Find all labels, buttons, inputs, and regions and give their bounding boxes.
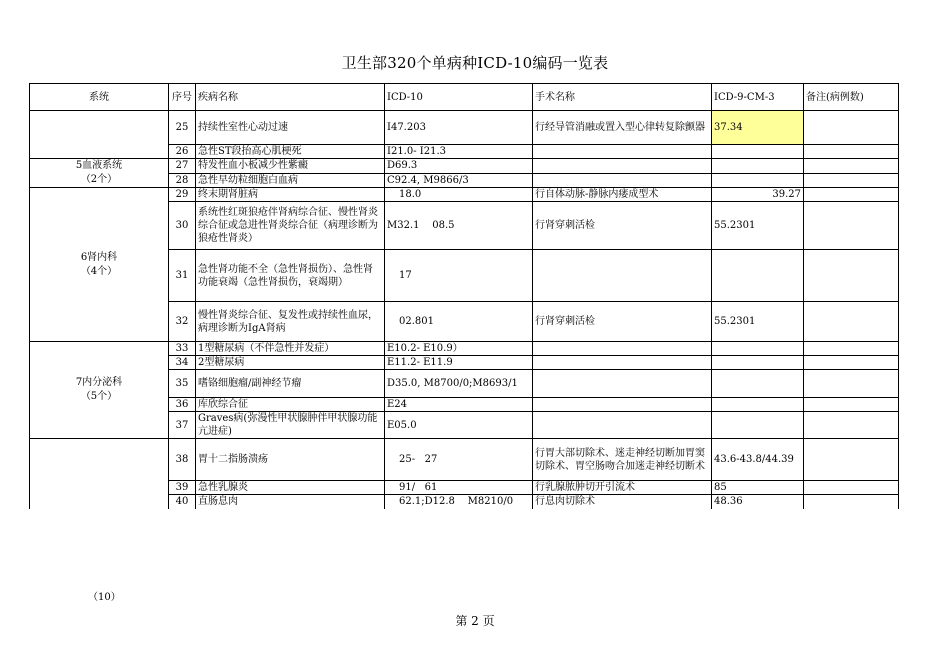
icd10-cell: 17 bbox=[385, 250, 533, 302]
note-cell bbox=[804, 159, 899, 174]
icd9-cell bbox=[712, 145, 804, 159]
surgery-cell bbox=[533, 145, 712, 159]
disease-cell: 终末期肾脏病 bbox=[196, 188, 385, 202]
seq-cell: 28 bbox=[169, 173, 196, 188]
note-cell bbox=[804, 188, 899, 202]
surgery-cell bbox=[533, 370, 712, 398]
icd10-cell: 18.0 bbox=[385, 188, 533, 202]
note-cell bbox=[804, 481, 899, 495]
icd9-cell bbox=[712, 173, 804, 188]
note-cell bbox=[804, 495, 899, 509]
disease-cell: 持续性室性心动过速 bbox=[196, 111, 385, 145]
system-endocrine: 7内分泌科 （5个） bbox=[30, 342, 169, 439]
seq-cell: 30 bbox=[169, 202, 196, 250]
seq-cell: 33 bbox=[169, 342, 196, 356]
header-disease: 疾病名称 bbox=[196, 84, 385, 111]
system-cell-empty bbox=[30, 439, 169, 509]
note-cell bbox=[804, 356, 899, 370]
disease-cell: 嗜铬细胞瘤/副神经节瘤 bbox=[196, 370, 385, 398]
surgery-cell: 行乳腺脓肿切开引流术 bbox=[533, 481, 712, 495]
table-row bbox=[30, 439, 899, 481]
note-cell bbox=[804, 342, 899, 356]
seq-cell: 38 bbox=[169, 439, 196, 481]
note-cell bbox=[804, 398, 899, 412]
icd10-cell: I21.0- I21.3 bbox=[385, 145, 533, 159]
note-cell bbox=[804, 111, 899, 145]
icd9-cell bbox=[712, 398, 804, 412]
header-icd10: ICD-10 bbox=[385, 84, 533, 111]
surgery-cell: 行息肉切除术 bbox=[533, 495, 712, 509]
icd-table bbox=[29, 83, 899, 509]
surgery-cell: 行自体动脉-静脉内瘘成型术 bbox=[533, 188, 712, 202]
icd10-cell: 02.801 bbox=[385, 302, 533, 342]
icd9-cell: 85 bbox=[712, 481, 804, 495]
page-number: 第 2 页 bbox=[455, 614, 495, 628]
icd9-cell bbox=[712, 356, 804, 370]
seq-cell: 26 bbox=[169, 145, 196, 159]
disease-cell: Graves病(弥漫性甲状腺肿伴甲状腺功能亢进症) bbox=[196, 412, 385, 439]
disease-cell: 2型糖尿病 bbox=[196, 356, 385, 370]
surgery-cell: 行肾穿刺活检 bbox=[533, 302, 712, 342]
disease-cell: 急性ST段抬高心肌梗死 bbox=[196, 145, 385, 159]
table-row bbox=[30, 342, 899, 356]
icd10-cell: D35.0, M8700/0;M8693/1 bbox=[385, 370, 533, 398]
page-title: 卫生部320个单病种ICD-10编码一览表 bbox=[341, 54, 609, 72]
disease-cell: 慢性肾炎综合征、复发性或持续性血尿，病理诊断为IgA肾病 bbox=[196, 302, 385, 342]
header-surgery: 手术名称 bbox=[533, 84, 712, 111]
header-system: 系统 bbox=[30, 84, 169, 111]
icd9-cell bbox=[712, 250, 804, 302]
system-cell-empty bbox=[30, 111, 169, 159]
header-seq: 序号 bbox=[169, 84, 196, 111]
icd9-cell: 55.2301 bbox=[712, 202, 804, 250]
icd9-cell bbox=[712, 159, 804, 174]
disease-cell: 胃十二指肠溃疡 bbox=[196, 439, 385, 481]
seq-cell: 39 bbox=[169, 481, 196, 495]
system-blood: 5血液系统 （2个） bbox=[30, 159, 169, 188]
icd10-cell: 91/ 61 bbox=[385, 481, 533, 495]
surgery-cell bbox=[533, 342, 712, 356]
icd9-cell bbox=[712, 342, 804, 356]
surgery-cell: 行胃大部切除术、迷走神经切断加胃窦切除术、胃空肠吻合加迷走神经切断术 bbox=[533, 439, 712, 481]
icd10-cell: E11.2- E11.9 bbox=[385, 356, 533, 370]
system-kidney: 6肾内科 （4个） bbox=[30, 188, 169, 342]
note-cell bbox=[804, 439, 899, 481]
note-cell bbox=[804, 250, 899, 302]
disease-cell: 系统性红斑狼疮伴肾病综合征、慢性肾炎综合征或急进性肾炎综合征（病理诊断为狼疮性肾炎） bbox=[196, 202, 385, 250]
icd10-cell: 62.1;D12.8 M8210/0 bbox=[385, 495, 533, 509]
icd9-cell: 39.27 bbox=[712, 188, 804, 202]
surgery-cell bbox=[533, 159, 712, 174]
note-cell bbox=[804, 302, 899, 342]
note-cell bbox=[804, 370, 899, 398]
surgery-cell bbox=[533, 173, 712, 188]
icd10-cell: I47.203 bbox=[385, 111, 533, 145]
icd9-cell: 48.36 bbox=[712, 495, 804, 509]
seq-cell: 27 bbox=[169, 159, 196, 174]
disease-cell: 直肠息肉 bbox=[196, 495, 385, 509]
disease-cell: 急性乳腺炎 bbox=[196, 481, 385, 495]
surgery-cell bbox=[533, 398, 712, 412]
icd10-cell: E24 bbox=[385, 398, 533, 412]
icd10-cell: M32.1 08.5 bbox=[385, 202, 533, 250]
table-row bbox=[30, 188, 899, 202]
seq-cell: 29 bbox=[169, 188, 196, 202]
icd9-cell bbox=[712, 412, 804, 439]
icd10-cell: C92.4, M9866/3 bbox=[385, 173, 533, 188]
footer-note: （10） bbox=[88, 592, 121, 603]
seq-cell: 34 bbox=[169, 356, 196, 370]
icd9-cell: 55.2301 bbox=[712, 302, 804, 342]
seq-cell: 31 bbox=[169, 250, 196, 302]
surgery-cell bbox=[533, 356, 712, 370]
disease-cell: 特发性血小板减少性紫癜 bbox=[196, 159, 385, 174]
seq-cell: 32 bbox=[169, 302, 196, 342]
seq-cell: 35 bbox=[169, 370, 196, 398]
surgery-cell bbox=[533, 412, 712, 439]
disease-cell: 急性早幼粒细胞白血病 bbox=[196, 173, 385, 188]
icd10-cell: D69.3 bbox=[385, 159, 533, 174]
icd9-cell: 43.6-43.8/44.39 bbox=[712, 439, 804, 481]
seq-cell: 40 bbox=[169, 495, 196, 509]
disease-cell: 1型糖尿病（不伴急性并发症） bbox=[196, 342, 385, 356]
table-row bbox=[30, 159, 899, 174]
note-cell bbox=[804, 173, 899, 188]
note-cell bbox=[804, 202, 899, 250]
icd9-cell: 37.34 bbox=[712, 111, 804, 145]
disease-cell: 急性肾功能不全（急性肾损伤）、急性肾功能衰竭（急性肾损伤，衰竭期） bbox=[196, 250, 385, 302]
seq-cell: 25 bbox=[169, 111, 196, 145]
seq-cell: 36 bbox=[169, 398, 196, 412]
surgery-cell bbox=[533, 250, 712, 302]
surgery-cell: 行肾穿刺活检 bbox=[533, 202, 712, 250]
note-cell bbox=[804, 145, 899, 159]
header-icd9: ICD-9-CM-3 bbox=[712, 84, 804, 111]
surgery-cell: 行经导管消融或置入型心律转复除颤器 bbox=[533, 111, 712, 145]
icd10-cell: 25- 27 bbox=[385, 439, 533, 481]
icd10-cell: E10.2- E10.9） bbox=[385, 342, 533, 356]
seq-cell: 37 bbox=[169, 412, 196, 439]
header-note: 备注(病例数) bbox=[804, 84, 899, 111]
icd9-cell bbox=[712, 370, 804, 398]
header-row bbox=[30, 84, 899, 111]
table-row bbox=[30, 111, 899, 145]
note-cell bbox=[804, 412, 899, 439]
disease-cell: 库欣综合征 bbox=[196, 398, 385, 412]
icd10-cell: E05.0 bbox=[385, 412, 533, 439]
